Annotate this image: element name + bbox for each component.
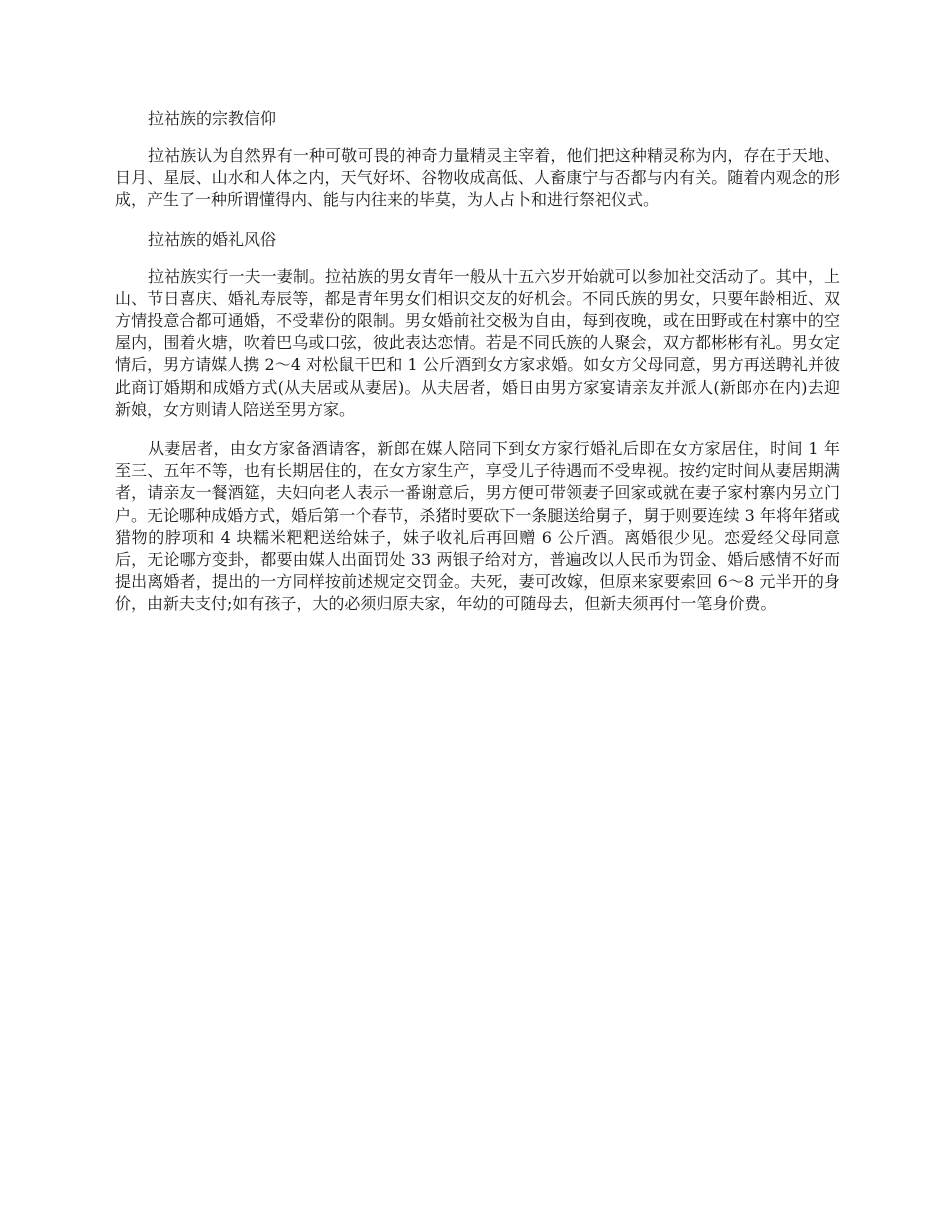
section-heading-wedding: 拉祜族的婚礼风俗 [148, 229, 277, 249]
wedding-paragraph-1: 拉祜族实行一夫一妻制。拉祜族的男女青年一般从十五六岁开始就可以参加社交活动了。其中，上山、节日喜庆、婚礼寿辰等，都是青年男女们相识交友的好机会。不同氏族的男女，只要年龄相近、双方情投意合都可通婚，不受辈份的限制。男女婚前社交极为自由，每到夜晚，或在田野或在村寨中的空屋内，围着火塘，吹着巴乌或口弦，彼此表达恋情。若是不同氏族的人聚会，双方都彬彬有礼。男女定情后，男方请媒人携 2～4 对松鼠干巴和 1 公斤酒到女方家求婚。如女方父母同意，男方再送聘礼并彼此商订婚期和成婚方式(从夫居或从妻居)。从夫居者，婚日由男方家宴请亲友并派人(新郎亦在内)去迎新娘，女方则请人陪送至男方家。 [115, 266, 840, 419]
religion-paragraph: 拉祜族认为自然界有一种可敬可畏的神奇力量精灵主宰着，他们把这种精灵称为内，存在于天地、日月、星辰、山水和人体之内，天气好坏、谷物收成高低、人畜康宁与否都与内有关。随着内观念的形成，产生了一种所谓懂得内、能与内往来的毕莫，为人占卜和进行祭祀仪式。 [115, 146, 840, 210]
wedding-paragraph-2: 从妻居者，由女方家备酒请客，新郎在媒人陪同下到女方家行婚礼后即在女方家居住，时间 1 年至三、五年不等，也有长期居住的，在女方家生产，享受儿子待遇而不受卑视。按约定时间从妻居期满者，请亲友一餐酒筵，夫妇向老人表示一番谢意后，男方便可带领妻子回家或就在妻子家村寨内另立门户。无论哪种成婚方式，婚后第一个春节，杀猪时要砍下一条腿送给舅子，舅于则要连续 3 年将年猪或猎物的脖项和 4 块糯米粑粑送给妹子，妹子收礼后再回赠 6 公斤酒。离婚很少见。恋爱经父母同意后，无论哪方变卦，都要由媒人出面罚处 33 两银子给对方，普遍改以人民币为罚金、婚后感情不好而提出离婚者，提出的一方同样按前述规定交罚金。夫死，妻可改嫁，但原来家要索回 6～8 元半开的身价，由新夫支付;如有孩子，大的必须归原夫家，年幼的可随母去，但新夫须再付一笔身价费。 [115, 439, 840, 614]
section-heading-religion: 拉祜族的宗教信仰 [148, 109, 277, 128]
document-page [115, 108, 840, 616]
